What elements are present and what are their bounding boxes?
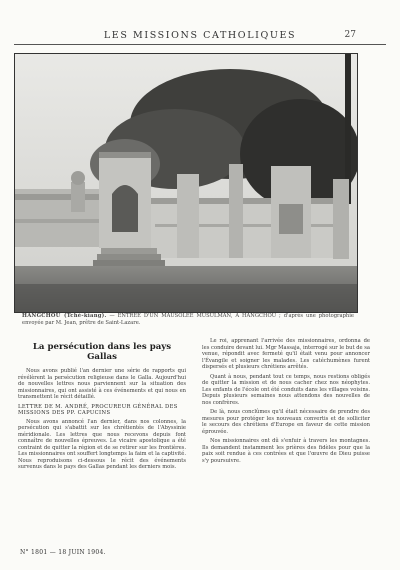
article-intro: Nous avons publié l'an dernier une série de rapports qui révélèrent la persécution religieuse dans le Galla. Aujourd'hui de nouvelles lettres nous parviennent sur la situation des missionnaires, qui ont assisté à ces événements et qui nous en transmettent le récit détaillé.: [18, 368, 186, 400]
figure-caption: [22, 313, 354, 327]
left-column: [18, 338, 186, 474]
article-body-left: Nous avons annoncé l'an dernier, dans nos colonnes, la persécution qui s'abattit sur les chrétientés de l'Abyssinie méridionale. Les lettres que nous recevons depuis font connaître de nouvelles épreuves. Le vicaire apostolique a été contraint de quitter la région et de se retirer sur les frontières. Les missionnaires ont souffert longtemps la faim et la captivité. Nous reproduisons ci-dessous le récit des événements survenus dans le pays des Gallas pendant les derniers mois.: [18, 418, 186, 470]
caption-lead: HANGCHOU (Tché-kiang).: [22, 313, 107, 319]
journal-title: LES MISSIONS CATHOLIQUES: [103, 30, 297, 41]
right-column: [202, 338, 370, 467]
running-header: [0, 30, 400, 44]
header-rule: [14, 44, 386, 45]
article-title: La persécution dans les pays Gallas: [32, 342, 172, 362]
mausoleum-photograph: [14, 53, 358, 313]
article-body-right-4: Nos missionnaires ont dû s'enfuir à travers les montagnes. Ils demandent instamment les prières des fidèles pour que la paix soit rendue à ces contrées et que l'œuvre de Dieu puisse s'y poursuivre.: [202, 438, 370, 464]
caption-text: — ENTRÉE D'UN MAUSOLÉE MUSULMAN, A HANGCHOU ; d'après une photographie envoyée par M. Jean, prêtre de Saint-Lazare.: [22, 313, 354, 326]
article-body-right-2: Quant à nous, pendant tout ce temps, nous restions obligés de quitter la mission et de nous cacher chez nos néophytes. Les enfants de l'école ont été conduits dans les villages voisins. Depuis plusieurs semaines nous attendons des nouvelles de nos confrères.: [202, 373, 370, 406]
issue-footer: N° 1801 — 18 JUIN 1904.: [20, 549, 106, 556]
page-number: 27: [344, 30, 356, 40]
letter-heading: LETTRE DE M. ANDRÉ, PROCUREUR GÉNÉRAL DES MISSIONS DES PP. CAPUCINS: [18, 403, 178, 416]
article-body-right-1: Le roi, apprenant l'arrivée des missionnaires, ordonna de les conduire devant lui. Mgr Massaja, interrogé sur le but de sa venue, répondit avec fermeté qu'il était venu pour annoncer l'Évangile et soigner les malades. Les catéchumènes furent dispersés et plusieurs chrétiens arrêtés.: [202, 338, 370, 370]
article-body-right-3: De là, nous conclûmes qu'il était nécessaire de prendre des mesures pour protéger les nouveaux convertis et de solliciter le secours des chrétiens d'Europe en faveur de cette mission éprouvée.: [202, 409, 370, 435]
